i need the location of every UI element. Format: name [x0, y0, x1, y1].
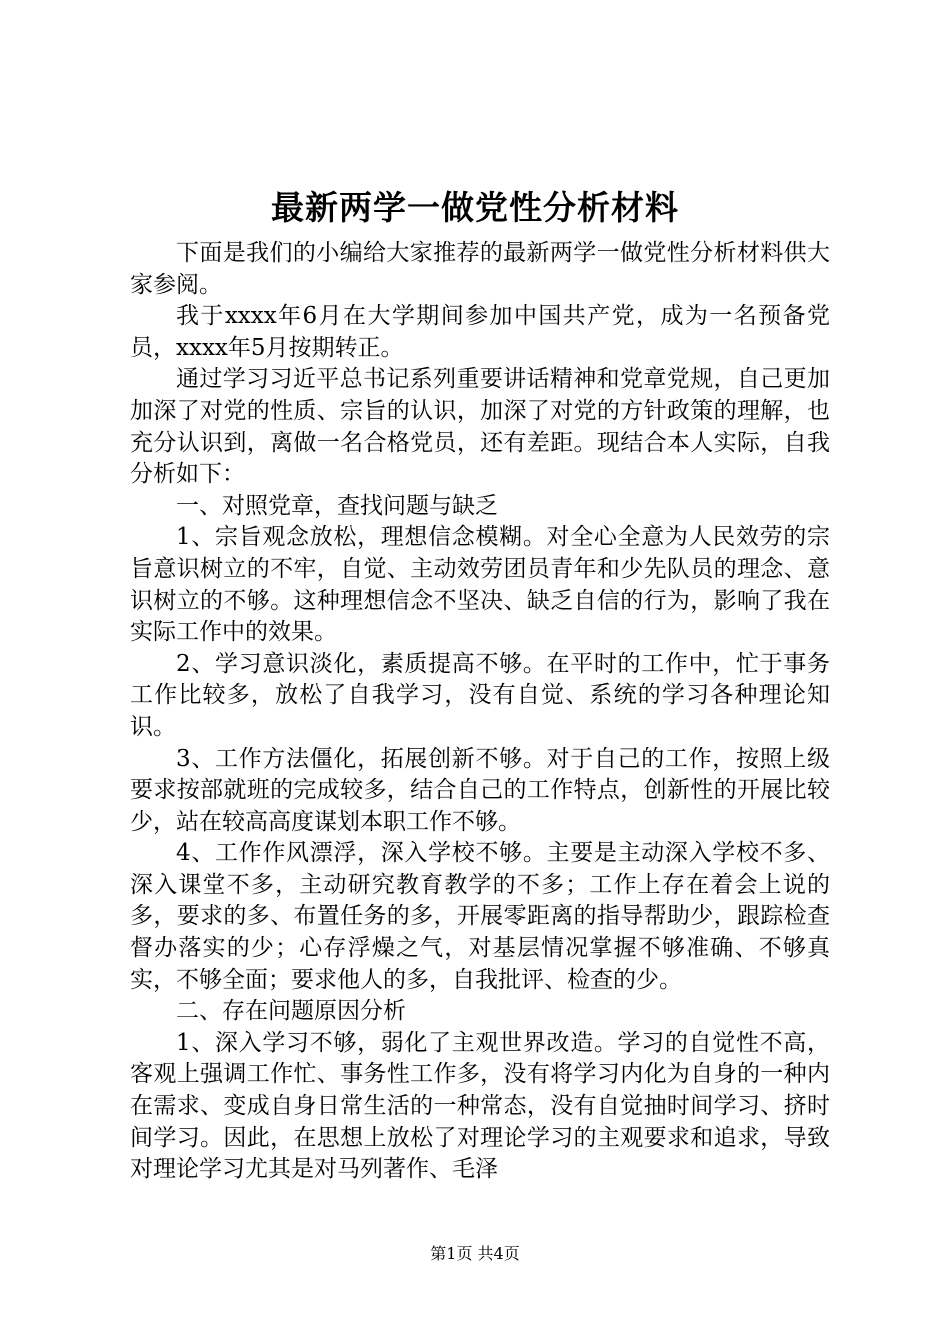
paragraph-study-summary: 通过学习习近平总书记系列重要讲话精神和党章党规，自己更加加深了对党的性质、宗旨的认识，加深了对党的方针政策的理解，也充分认识到，离做一名合格党员，还有差距。现结合本人实际，自我分析如下： — [130, 366, 830, 488]
paragraph-party-joining: 我于xxxx年6月在大学期间参加中国共产党，成为一名预备党员，xxxx年5月按期转正。 — [130, 303, 830, 361]
paragraph-issue-2: 2、学习意识淡化，素质提高不够。在平时的工作中，忙于事务工作比较多，放松了自我学习，没有自觉、系统的学习各种理论知识。 — [130, 650, 830, 740]
section-heading-1: 一、对照党章，查找问题与缺乏 — [176, 492, 498, 519]
page-footer: 第1页 共4页 — [430, 1244, 520, 1263]
paragraph-intro: 下面是我们的小编给大家推荐的最新两学一做党性分析材料供大家参阅。 — [130, 240, 830, 298]
paragraph-issue-4: 4、工作作风漂浮，深入学校不够。主要是主动深入学校不多、深入课堂不多，主动研究教育教学的不多；工作上存在着会上说的多，要求的多、布置任务的多，开展零距离的指导帮助少，跟踪检查督办落实的少；心存浮燥之气，对基层情况掌握不够准确、不够真实，不够全面；要求他人的多，自我批评、检查的少。 — [130, 840, 830, 993]
paragraph-issue-3: 3、工作方法僵化，拓展创新不够。对于自己的工作，按照上级要求按部就班的完成较多，结合自己的工作特点，创新性的开展比较少，站在较高高度谋划本职工作不够。 — [130, 745, 830, 835]
document-body — [130, 238, 830, 1186]
document-title: 最新两学一做党性分析材料 — [271, 188, 679, 227]
paragraph-issue-1: 1、宗旨观念放松，理想信念模糊。对全心全意为人民效劳的宗旨意识树立的不牢，自觉、主动效劳团员青年和少先队员的理念、意识树立的不够。这种理想信念不坚决、缺乏自信的行为，影响了我在实际工作中的效果。 — [130, 524, 830, 646]
paragraph-cause-1: 1、深入学习不够，弱化了主观世界改造。学习的自觉性不高，客观上强调工作忙、事务性工作多，没有将学习内化为自身的一种内在需求、变成自身日常生活的一种常态，没有自觉抽时间学习、挤时间学习。因此，在思想上放松了对理论学习的主观要求和追求，导致对理论学习尤其是对马列著作、毛泽 — [130, 1029, 830, 1183]
section-heading-2: 二、存在问题原因分析 — [176, 998, 406, 1025]
